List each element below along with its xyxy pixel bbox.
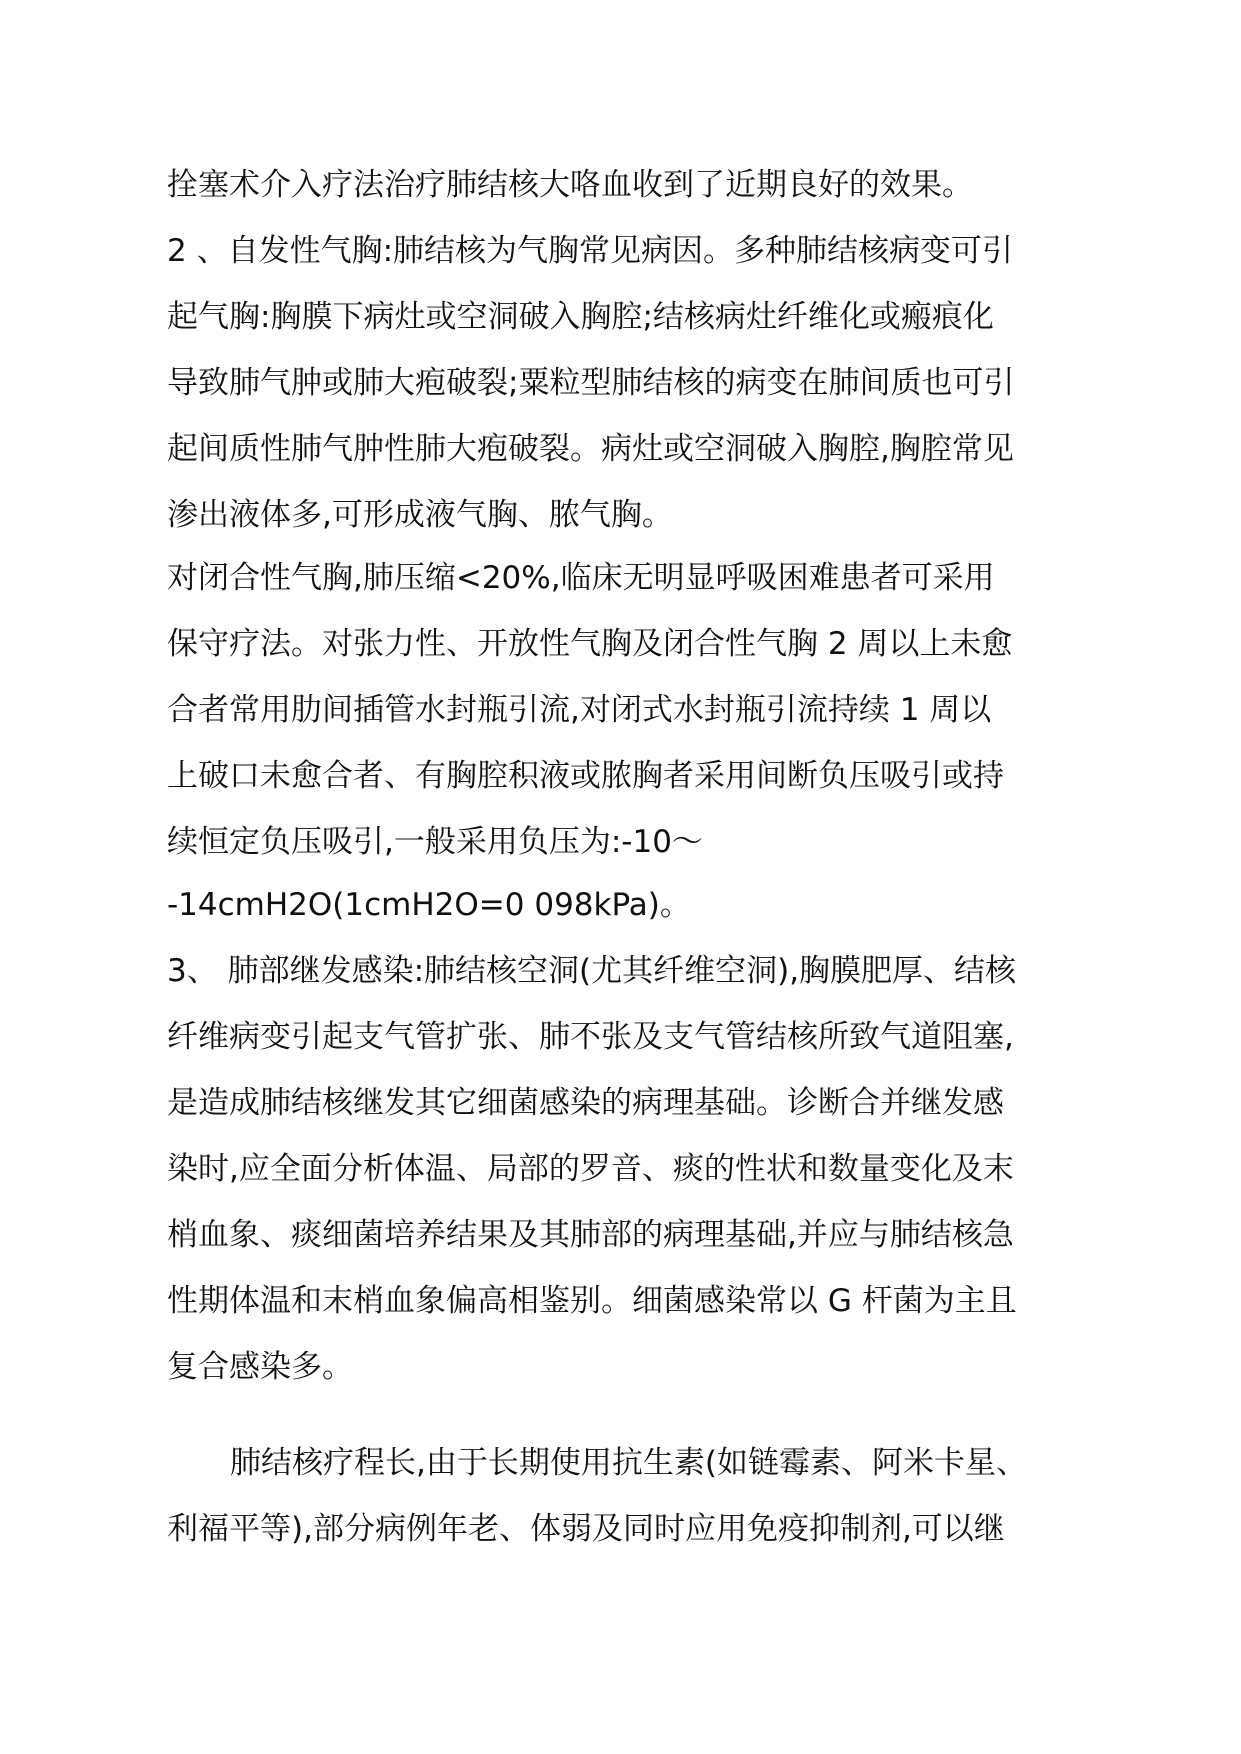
text-line: 性期体温和末梢血象偏高相鉴别。细菌感染常以 G 杆菌为主且 — [167, 1283, 1017, 1319]
text-line: 2 、自发性气胸:肺结核为气胸常见病因。多种肺结核病变可引 — [167, 233, 1014, 269]
text-line: 保守疗法。对张力性、开放性气胸及闭合性气胸 2 周以上未愈 — [167, 626, 1013, 662]
text-line: 利福平等),部分病例年老、体弱及同时应用免疫抑制剂,可以继 — [167, 1511, 1005, 1547]
text-line: 肺结核疗程长,由于长期使用抗生素(如链霉素、阿米卡星、 — [230, 1445, 1027, 1481]
text-line: 对闭合性气胸,肺压缩<20%,临床无明显呼吸困难患者可采用 — [167, 560, 995, 596]
text-line: 起间质性肺气肿性肺大疱破裂。病灶或空洞破入胸腔,胸腔常见 — [167, 431, 1014, 467]
text-line: 上破口未愈合者、有胸腔积液或脓胸者采用间断负压吸引或持 — [167, 758, 1004, 794]
text-line: 是造成肺结核继发其它细菌感染的病理基础。诊断合并继发感 — [167, 1085, 1004, 1121]
text-line: 导致肺气肿或肺大疱破裂;粟粒型肺结核的病变在肺间质也可引 — [167, 365, 1015, 401]
text-line: 纤维病变引起支气管扩张、肺不张及支气管结核所致气道阻塞, — [167, 1019, 1014, 1055]
text-line: 梢血象、痰细菌培养结果及其肺部的病理基础,并应与肺结核急 — [167, 1217, 1014, 1253]
text-line: -14cmH2O(1cmH2O=0 098kPa)。 — [167, 887, 691, 923]
text-line: 续恒定负压吸引,一般采用负压为:-10～ — [167, 824, 703, 860]
text-line: 3、 肺部继发感染:肺结核空洞(尤其纤维空洞),胸膜肥厚、结核 — [167, 953, 1017, 989]
text-line: 拴塞术介入疗法治疗肺结核大咯血收到了近期良好的效果。 — [167, 167, 973, 203]
text-line: 复合感染多。 — [167, 1349, 353, 1385]
text-line: 合者常用肋间插管水封瓶引流,对闭式水封瓶引流持续 1 周以 — [167, 692, 992, 728]
text-line: 染时,应全面分析体温、局部的罗音、痰的性状和数量变化及末 — [167, 1151, 1014, 1187]
text-line: 渗出液体多,可形成液气胸、脓气胸。 — [167, 497, 673, 533]
text-line: 起气胸:胸膜下病灶或空洞破入胸腔;结核病灶纤维化或瘢痕化 — [167, 299, 994, 335]
